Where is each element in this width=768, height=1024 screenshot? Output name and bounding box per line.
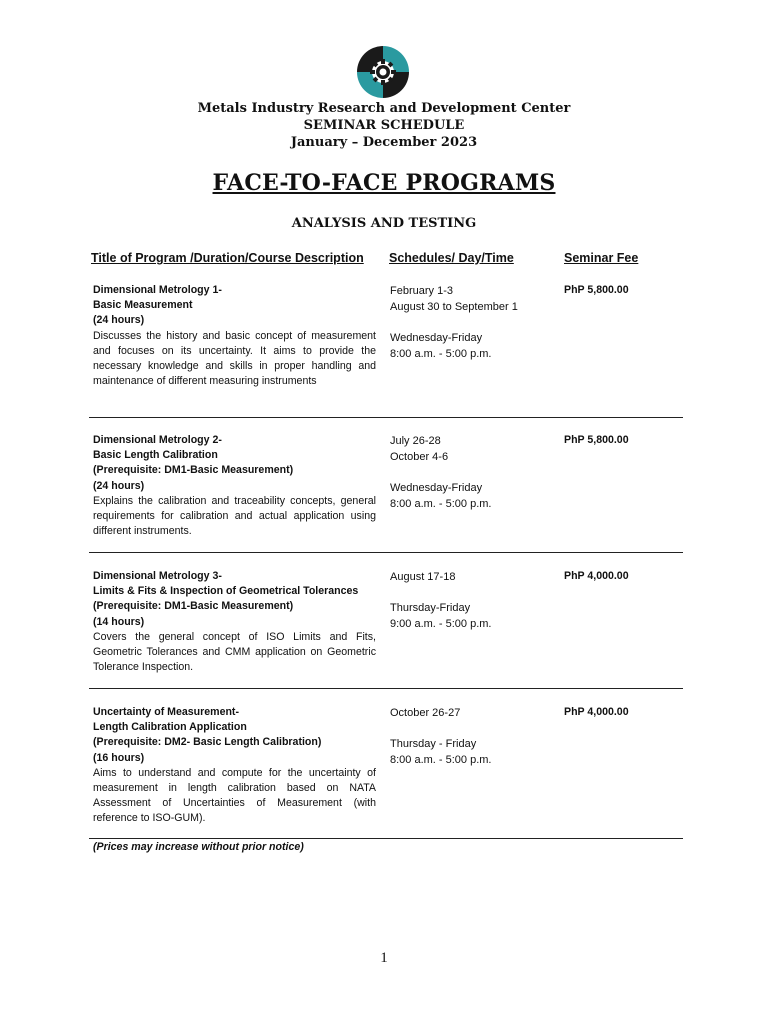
- program-duration: (24 hours): [93, 479, 145, 492]
- program-date: August 17-18: [390, 571, 456, 583]
- row-divider: [89, 838, 683, 839]
- program-fee: PhP 5,800.00: [564, 434, 629, 446]
- program-info: [93, 283, 376, 389]
- program-date: August 30 to September 1: [390, 301, 518, 313]
- row-divider: [89, 688, 683, 689]
- row-divider: [89, 417, 683, 418]
- program-days: Wednesday-Friday: [390, 482, 483, 494]
- program-description: Explains the calibration and traceability concepts, general requirements for calibration and actual application using different instruments.: [93, 494, 376, 538]
- schedule-title: SEMINAR SCHEDULE: [303, 118, 465, 133]
- mirdc-logo-icon: [355, 44, 411, 100]
- program-schedule: [390, 433, 550, 512]
- column-header-schedule: Schedules/ Day/Time: [389, 251, 514, 265]
- program-duration: (24 hours): [93, 314, 145, 327]
- program-days: Wednesday-Friday: [390, 332, 483, 344]
- program-subtitle: Length Calibration Application: [93, 721, 247, 734]
- program-schedule: [390, 705, 550, 768]
- program-days: Thursday-Friday: [390, 602, 471, 614]
- program-schedule: [390, 283, 550, 362]
- program-name: Dimensional Metrology 1-: [93, 284, 222, 296]
- program-subtitle: Limits & Fits & Inspection of Geometrical Tolerances: [93, 585, 359, 598]
- program-date: October 4-6: [390, 451, 449, 463]
- program-date: October 26-27: [390, 707, 461, 719]
- program-description: Covers the general concept of ISO Limits and Fits, Geometric Tolerances and CMM application on Geometric Tolerance Inspection.: [93, 630, 376, 674]
- program-days: Thursday - Friday: [390, 738, 477, 750]
- program-time: 8:00 a.m. - 5:00 p.m.: [390, 348, 492, 360]
- program-info: [93, 705, 376, 827]
- page-number: 1: [380, 950, 388, 966]
- program-duration: (16 hours): [93, 751, 145, 764]
- program-description: Discusses the history and basic concept of measurement and focuses on its uncertainty. It aims to provide the necessary knowledge and skills in proper handling and maintenance of different measuring instruments: [93, 329, 376, 388]
- schedule-period: January – December 2023: [290, 135, 478, 150]
- page-title: FACE-TO-FACE PROGRAMS: [212, 170, 556, 196]
- program-prerequisite: (Prerequisite: DM1-Basic Measurement): [93, 464, 294, 477]
- program-subtitle: Basic Measurement: [93, 299, 193, 312]
- organization-name: Metals Industry Research and Development Center: [197, 101, 571, 116]
- program-fee: PhP 4,000.00: [564, 706, 629, 718]
- program-name: Dimensional Metrology 2-: [93, 434, 222, 446]
- program-duration: (14 hours): [93, 615, 145, 628]
- program-fee: PhP 5,800.00: [564, 284, 629, 296]
- program-info: [93, 433, 376, 539]
- program-info: [93, 569, 376, 675]
- row-divider: [89, 552, 683, 553]
- program-time: 9:00 a.m. - 5:00 p.m.: [390, 618, 492, 630]
- program-prerequisite: (Prerequisite: DM2- Basic Length Calibration): [93, 736, 322, 749]
- category-heading: ANALYSIS AND TESTING: [291, 216, 477, 231]
- program-date: February 1-3: [390, 285, 453, 297]
- column-header-fee: Seminar Fee: [564, 251, 639, 265]
- column-header-title: Title of Program /Duration/Course Description: [91, 251, 364, 265]
- program-name: Dimensional Metrology 3-: [93, 570, 222, 582]
- program-subtitle: Basic Length Calibration: [93, 449, 218, 462]
- program-time: 8:00 a.m. - 5:00 p.m.: [390, 498, 492, 510]
- program-schedule: [390, 569, 550, 632]
- program-fee: PhP 4,000.00: [564, 570, 629, 582]
- program-description: Aims to understand and compute for the uncertainty of measurement in length calibration based on NATA Assessment of Uncertainties of Measurement (with reference to ISO-GUM).: [93, 766, 376, 825]
- program-time: 8:00 a.m. - 5:00 p.m.: [390, 754, 492, 766]
- program-name: Uncertainty of Measurement-: [93, 706, 239, 718]
- price-disclaimer: (Prices may increase without prior notice): [93, 841, 304, 853]
- program-prerequisite: (Prerequisite: DM1-Basic Measurement): [93, 600, 294, 613]
- program-date: July 26-28: [390, 435, 441, 447]
